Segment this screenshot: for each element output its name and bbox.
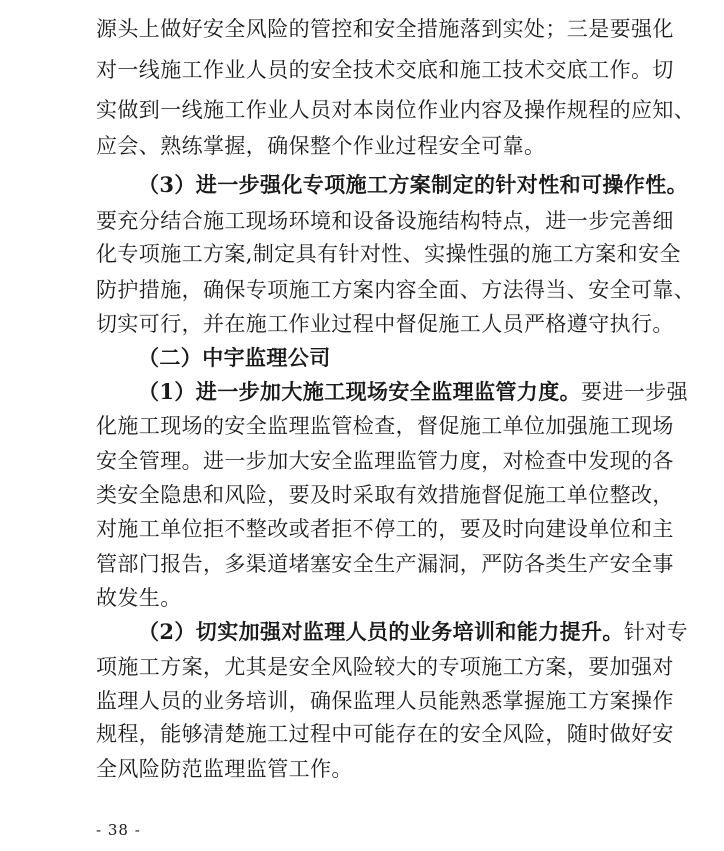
- text-line: 全风险防范监理监管工作。: [96, 757, 353, 781]
- section-title: （二）中宇监理公司: [138, 345, 331, 370]
- text-line: 管部门报告，多渠道堵塞安全生产漏洞，严防各类生产安全事: [96, 552, 674, 576]
- text-line: 实做到一线施工作业人员对本岗位作业内容及操作规程的应知、: [96, 98, 696, 122]
- text-span: 针对专: [623, 620, 689, 644]
- paragraph-heading: （2）切实加强对监理人员的业务培训和能力提升。: [138, 619, 624, 644]
- text-line: 监理人员的业务培训，确保监理人员能熟悉掌握施工方案操作: [96, 689, 674, 713]
- text-line: 类安全隐患和风险，要及时采取有效措施督促施工单位整改，: [96, 483, 674, 507]
- paragraph-heading: （1）进一步加大施工现场安全监理监管力度。: [138, 379, 582, 404]
- paragraph-heading: （3）进一步强化专项施工方案制定的针对性和可操作性。: [138, 172, 689, 197]
- text-span: 要进一步强: [581, 380, 689, 404]
- text-line: 项施工方案，尤其是安全风险较大的专项施工方案，要加强对: [96, 655, 674, 679]
- page-number: - 38 -: [96, 821, 141, 839]
- paragraph-first-line: [138, 619, 688, 645]
- text-line: 化专项施工方案,制定具有针对性、实操性强的施工方案和安全: [96, 242, 681, 266]
- text-line: 防护措施，确保专项施工方案内容全面、方法得当、安全可靠、: [96, 278, 696, 302]
- text-line: 规程，能够清楚施工过程中可能存在的安全风险，随时做好安: [96, 722, 674, 746]
- text-line: 切实可行，并在施工作业过程中督促施工人员严格遵守执行。: [96, 312, 674, 336]
- text-line: 源头上做好安全风险的管控和安全措施落到实处；三是要强化: [96, 17, 674, 41]
- text-line: 对一线施工作业人员的安全技术交底和施工技术交底工作。切: [96, 58, 674, 82]
- text-line: 对施工单位拒不整改或者拒不停工的，要及时向建设单位和主: [96, 517, 674, 541]
- text-line: 化施工现场的安全监理监管检查，督促施工单位加强施工现场: [96, 414, 674, 438]
- text-line: 故发生。: [96, 586, 182, 610]
- paragraph-first-line: [138, 379, 688, 405]
- text-line: 要充分结合施工现场环境和设备设施结构特点，进一步完善细: [96, 209, 674, 233]
- text-line: 安全管理。进一步加大安全监理监管力度，对检查中发现的各: [96, 449, 674, 473]
- text-line: 应会、熟练掌握，确保整个作业过程安全可靠。: [96, 134, 546, 158]
